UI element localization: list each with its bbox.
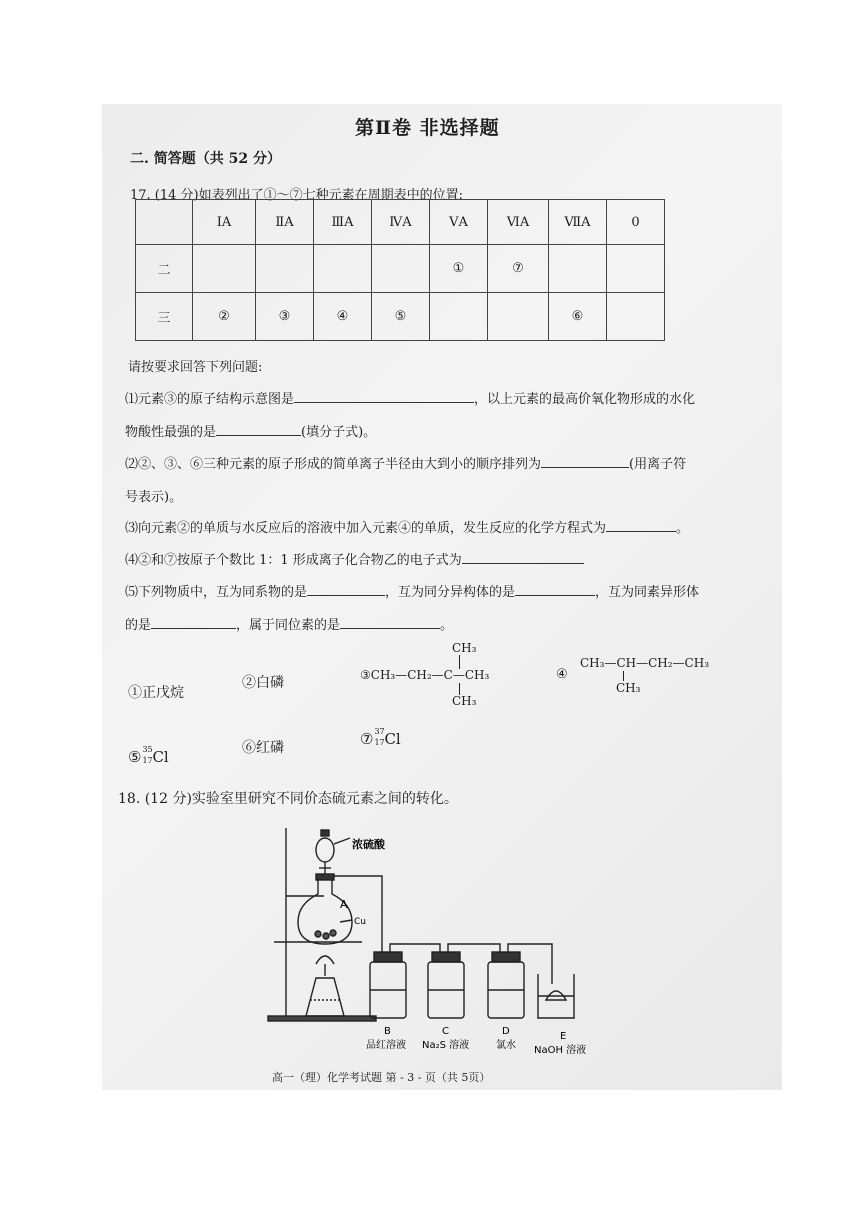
table-corner — [136, 200, 193, 245]
answer-blank[interactable] — [216, 423, 301, 436]
q17-p1-text-b: ，以上元素的最高价氧化物形成的水化 — [474, 392, 696, 407]
substance-7-number: ⑦ — [360, 730, 374, 748]
group-header: ⅦA — [549, 200, 607, 245]
table-cell: ⑥ — [549, 293, 607, 341]
lamp-flame — [316, 956, 334, 964]
apparatus-diagram — [262, 824, 608, 1060]
group-header: ⅤA — [430, 200, 488, 245]
q17-p3-text-a: ⑶向元素②的单质与水反应后的溶液中加入元素④的单质，发生反应的化学方程式为 — [125, 521, 607, 536]
answer-blank[interactable] — [294, 390, 474, 403]
label-pointer — [340, 920, 352, 922]
bottle-c-stopper — [432, 952, 460, 962]
answer-blank[interactable] — [462, 551, 584, 564]
q17-prompt: 请按要求回答下列问题: — [128, 360, 263, 375]
label-a: A — [340, 898, 348, 911]
q17-p5-text-c: ，互为同素异形体 — [595, 585, 700, 600]
label-cu: Cu — [354, 917, 366, 927]
q17-p5-text-b: ，互为同分异构体的是 — [385, 585, 516, 600]
q17-p5-text-f: 。 — [440, 618, 454, 633]
q17-p1-text-c: 物酸性最强的是 — [125, 425, 217, 440]
table-cell — [607, 293, 665, 341]
q17-part2-line2: 号表示)。 — [125, 490, 183, 505]
mass-number: 35 — [142, 745, 153, 754]
atomic-number: 17 — [374, 738, 385, 747]
substance-2: ②白磷 — [242, 675, 284, 691]
substance-3-bottom-methyl: CH₃ — [452, 694, 477, 708]
table-cell — [488, 293, 549, 341]
substance-5 — [128, 745, 169, 766]
q17-p4-text: ⑷②和⑦按原子个数比 1：1 形成离子化合物乙的电子式为 — [125, 553, 462, 568]
group-header: ⅠA — [193, 200, 256, 245]
q17-part1-line2 — [125, 421, 376, 440]
stand-base — [268, 1016, 376, 1021]
q17-intro: 17. (14 分)如表列出了①～⑦七种元素在周期表中的位置: — [130, 188, 464, 203]
connecting-tube — [508, 944, 552, 984]
periodic-table-excerpt — [135, 199, 665, 341]
group-header: ⅥA — [488, 200, 549, 245]
q17-p1-text-d: (填分子式)。 — [301, 425, 377, 440]
substance-3-number: ③ — [360, 668, 371, 682]
label-acid: 浓硫酸 — [352, 838, 385, 851]
period-label: 三 — [136, 293, 193, 341]
funnel-body — [316, 838, 334, 862]
substance-5-number: ⑤ — [128, 748, 142, 766]
q17-part3 — [125, 517, 689, 536]
section-heading: 二. 简答题（共 52 分） — [130, 151, 281, 167]
answer-blank[interactable] — [606, 519, 676, 532]
table-cell — [314, 245, 372, 293]
label-pointer — [334, 838, 350, 844]
answer-blank[interactable] — [151, 616, 236, 629]
mass-number: 37 — [374, 727, 385, 736]
bond-line — [623, 671, 624, 681]
label-c-desc: Na₂S 溶液 — [422, 1040, 470, 1051]
isotope-notation — [141, 745, 153, 766]
bottle-d-stopper — [492, 952, 520, 962]
q17-p2-text-b: (用离子符 — [629, 457, 687, 472]
q17-part1-line1 — [125, 388, 695, 407]
table-cell: ⑤ — [372, 293, 430, 341]
element-symbol: Cl — [384, 730, 401, 748]
table-cell: ⑦ — [488, 245, 549, 293]
isotope-notation — [373, 727, 385, 748]
group-header: ⅢA — [314, 200, 372, 245]
table-cell: ② — [193, 293, 256, 341]
table-cell: ① — [430, 245, 488, 293]
table-cell — [607, 245, 665, 293]
connecting-tube — [448, 944, 500, 952]
q17-p5-text-d: 的是 — [125, 618, 152, 633]
group-header: 0 — [607, 200, 665, 245]
substance-4-methyl: CH₃ — [616, 681, 641, 695]
q18-intro: 18. (12 分)实验室里研究不同价态硫元素之间的转化。 — [118, 791, 458, 807]
q17-part5-line2 — [125, 614, 453, 633]
substance-3-formula: CH₃—CH₂—C—CH₃ — [370, 668, 490, 682]
bottle-b-stopper — [374, 952, 402, 962]
label-b: B — [384, 1026, 391, 1037]
answer-blank[interactable] — [515, 583, 595, 596]
copper-piece — [330, 930, 336, 936]
funnel-stopper — [321, 830, 329, 836]
label-d: D — [502, 1026, 510, 1037]
group-header: ⅡA — [256, 200, 314, 245]
answer-blank[interactable] — [541, 455, 629, 468]
answer-blank[interactable] — [307, 583, 385, 596]
period-label: 二 — [136, 245, 193, 293]
copper-piece — [315, 931, 321, 937]
page-footer: 高一（理）化学考试题 第 - 3 - 页（共 5页） — [272, 1071, 491, 1084]
answer-blank[interactable] — [340, 616, 440, 629]
substance-3 — [360, 668, 489, 682]
substance-6: ⑥红磷 — [242, 740, 284, 756]
label-e-desc: NaOH 溶液 — [534, 1045, 587, 1056]
group-header: ⅣA — [372, 200, 430, 245]
copper-piece — [323, 933, 329, 939]
label-b-desc: 品红溶液 — [366, 1040, 406, 1051]
label-d-desc: 氯水 — [496, 1040, 516, 1051]
atomic-number: 17 — [142, 756, 153, 765]
substance-3-top-methyl: CH₃ — [452, 641, 477, 655]
flask-stopper — [316, 874, 334, 880]
label-c: C — [442, 1026, 449, 1037]
q17-p5-text-a: ⑸下列物质中，互为同系物的是 — [125, 585, 308, 600]
table-cell — [193, 245, 256, 293]
element-symbol: Cl — [152, 748, 169, 766]
table-cell — [430, 293, 488, 341]
bond-line — [459, 655, 460, 669]
q17-p2-text-a: ⑵②、③、⑥三种元素的原子形成的简单离子半径由大到小的顺序排列为 — [125, 457, 542, 472]
table-cell — [256, 245, 314, 293]
substance-7 — [360, 727, 401, 748]
table-cell — [549, 245, 607, 293]
q17-part4 — [125, 549, 584, 568]
substance-4-formula: CH₃—CH—CH₂—CH₃ — [580, 656, 710, 670]
q17-p1-text-a: ⑴元素③的原子结构示意图是 — [125, 392, 295, 407]
table-cell: ③ — [256, 293, 314, 341]
q17-part5-line1 — [125, 581, 699, 600]
alcohol-lamp — [306, 978, 344, 1016]
substance-1: ①正戊烷 — [128, 685, 184, 701]
q17-p5-text-e: ，属于同位素的是 — [236, 618, 341, 633]
q17-p3-text-b: 。 — [676, 521, 690, 536]
table-cell — [372, 245, 430, 293]
substance-4-number: ④ — [556, 667, 568, 682]
connecting-tube — [390, 944, 440, 952]
label-e: E — [560, 1031, 567, 1042]
table-cell: ④ — [314, 293, 372, 341]
page-title: 第Ⅱ卷 非选择题 — [355, 117, 500, 139]
q17-part2-line1 — [125, 453, 686, 472]
